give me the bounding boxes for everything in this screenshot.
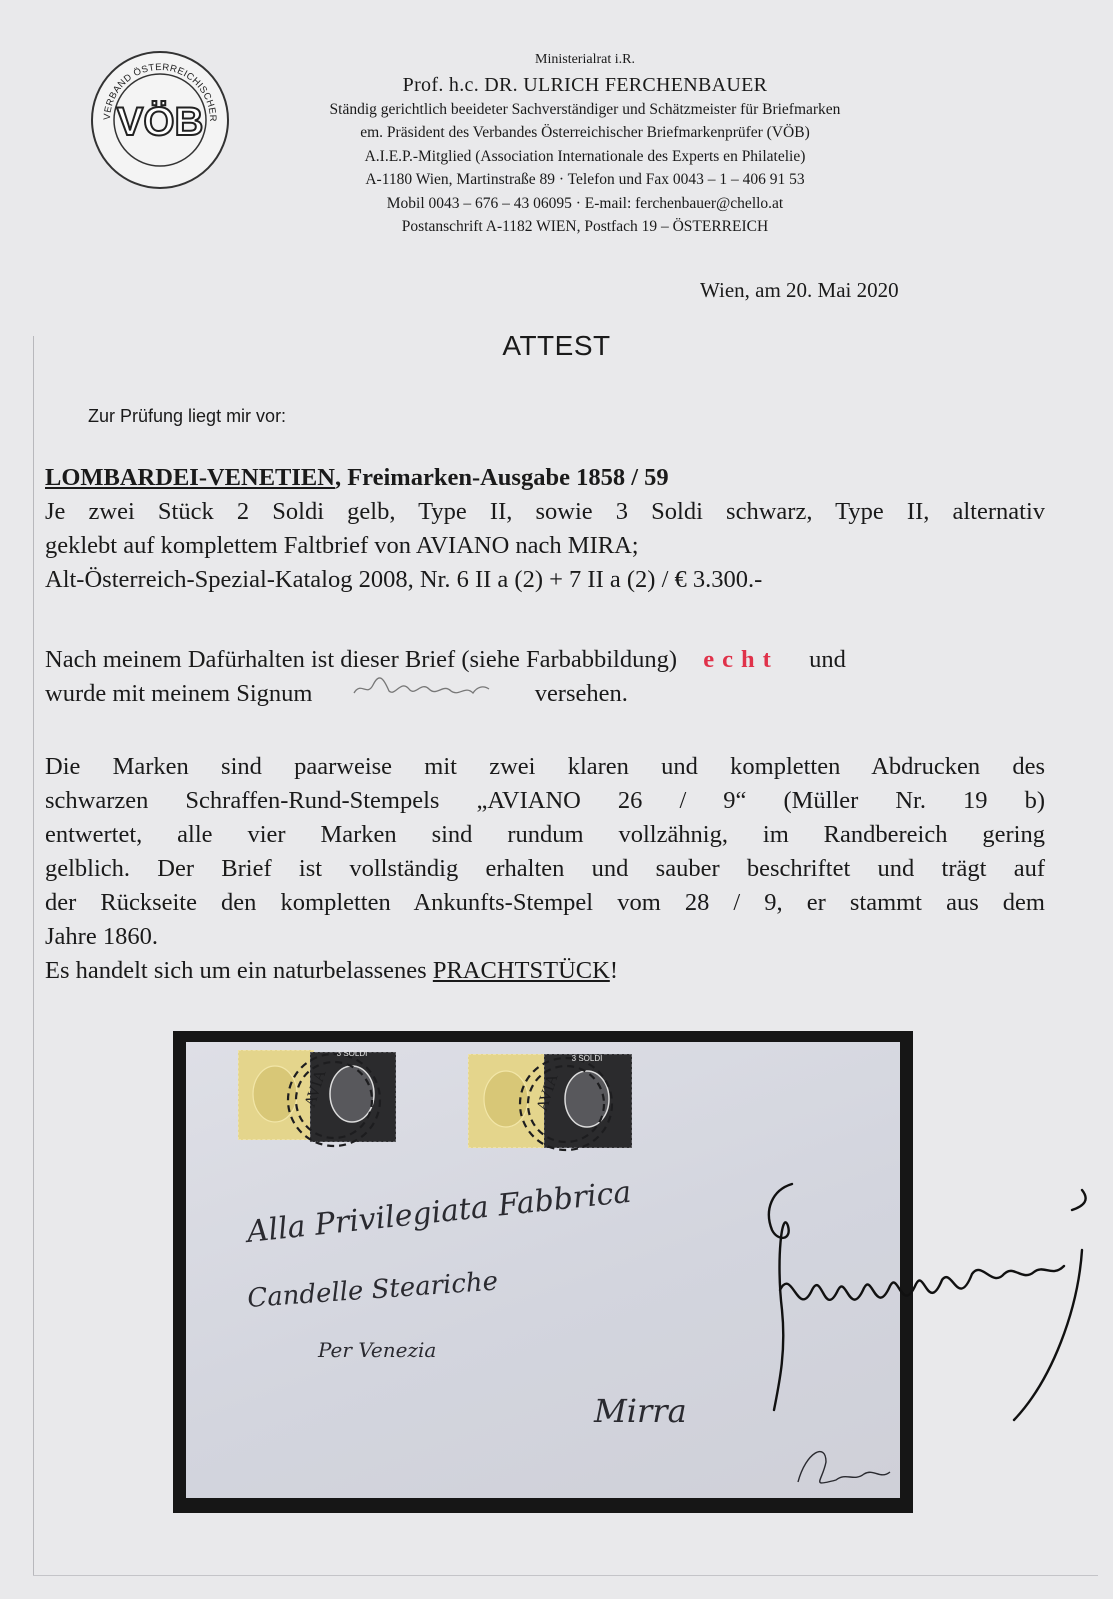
verdict-line-1 xyxy=(45,643,1045,677)
small-signature xyxy=(798,1452,890,1483)
voeb-seal xyxy=(88,48,232,192)
letterhead-rank: Ministerialrat i.R. xyxy=(535,52,635,67)
letterhead-contact: Mobil 0043 – 676 – 43 06095 · E-mail: ferchenbauer@chello.at xyxy=(386,194,784,212)
desc-line-4: gelblich. Der Brief ist vollständig erhalten und sauber beschriftet und trägt auf xyxy=(45,855,1045,882)
item-heading: LOMBARDEI-VENETIEN xyxy=(45,464,335,491)
item-description xyxy=(45,461,1045,597)
desc-line-7 xyxy=(45,954,1045,988)
item-line-2: Je zwei Stück 2 Soldi gelb, Type II, sowie 3 Soldi schwarz, Type II, alternativ xyxy=(45,498,1045,525)
seal-monogram: VÖB xyxy=(116,100,204,144)
address-line-3: Per Venezia xyxy=(318,1338,437,1362)
condition-description xyxy=(45,750,1045,988)
desc-line-1: Die Marken sind paarweise mit zwei klaren und kompletten Abdrucken des xyxy=(45,753,1045,780)
item-line-3: geklebt auf komplettem Faltbrief von AVIANO nach MIRA; xyxy=(45,532,639,559)
verdict-signum-text: wurde mit meinem Signum xyxy=(45,680,313,707)
stamp-2-value: 3 SOLDI xyxy=(571,1054,603,1063)
letterhead-president: em. Präsident des Verbandes Österreichischer Briefmarkenprüfer (VÖB) xyxy=(360,124,810,141)
verdict-versehen: versehen. xyxy=(534,680,628,707)
seal-ring-text: VERBAND ÖSTERREICHISCHER xyxy=(101,61,219,123)
address-line-4: Mirra xyxy=(594,1392,687,1430)
verdict-pre: Nach meinem Dafürhalten ist dieser Brief (siehe Farbabbildung) xyxy=(45,646,678,673)
desc-line-2: schwarzen Schraffen-Rund-Stempels „AVIANO 26 / 9“ (Müller Nr. 19 b) xyxy=(45,787,1045,814)
letterhead-address: A-1180 Wien, Martinstraße 89 · Telefon und Fax 0043 – 1 – 406 91 53 xyxy=(365,171,805,188)
desc-line-3: entwertet, alle vier Marken sind rundum vollzähnig, im Randbereich gering xyxy=(45,821,1045,848)
letterhead-aiep: A.I.E.P.-Mitglied (Association Internationale des Experts en Philatelie) xyxy=(364,147,806,165)
prachtstueck: PRACHTSTÜCK xyxy=(432,957,610,984)
expert-signature xyxy=(752,1170,1112,1430)
postmark-2-text: AVIA xyxy=(533,1071,562,1114)
document-date: Wien, am 20. Mai 2020 xyxy=(700,278,899,302)
desc-line-7-pre: Es handelt sich um ein naturbelassenes xyxy=(45,957,433,984)
margin-line xyxy=(33,336,34,1576)
verdict-line-2 xyxy=(45,677,1045,711)
item-line-4: Alt-Österreich-Spezial-Katalog 2008, Nr. 6 II a (2) + 7 II a (2) / € 3.300.- xyxy=(45,566,763,593)
intro-text: Zur Prüfung liegt mir vor: xyxy=(88,406,287,426)
bottom-line xyxy=(33,1575,1098,1576)
desc-line-5: der Rückseite den kompletten Ankunfts-Stempel vom 28 / 9, er stammt aus dem xyxy=(45,889,1045,916)
verdict-post: und xyxy=(809,646,846,673)
item-heading-rest: , Freimarken-Ausgabe 1858 / 59 xyxy=(334,464,669,491)
echt-mark: echt xyxy=(703,646,779,673)
desc-line-7-post: ! xyxy=(609,957,618,984)
letterhead-postal: Postanschrift A-1182 WIEN, Postfach 19 – ÖSTERREICH xyxy=(401,218,769,235)
stamp-1-value: 3 SOLDI xyxy=(336,1049,368,1058)
letterhead-title: Ständig gerichtlich beeideter Sachverständiger und Schätzmeister für Briefmarken xyxy=(329,100,841,118)
item-heading-line xyxy=(45,461,1045,495)
verdict xyxy=(45,643,1045,711)
letterhead-name: Prof. h.c. DR. ULRICH FERCHENBAUER xyxy=(402,73,768,96)
address-line-2: Candelle Steariche xyxy=(246,1266,499,1314)
page-title: ATTEST xyxy=(502,330,611,361)
address-line-1: Alla Privilegiata Fabbrica xyxy=(245,1174,633,1250)
letterhead xyxy=(230,48,940,239)
signum-signature xyxy=(349,667,499,703)
desc-line-6: Jahre 1860. xyxy=(45,923,158,950)
postmark-1-text: AVIA xyxy=(301,1067,330,1110)
